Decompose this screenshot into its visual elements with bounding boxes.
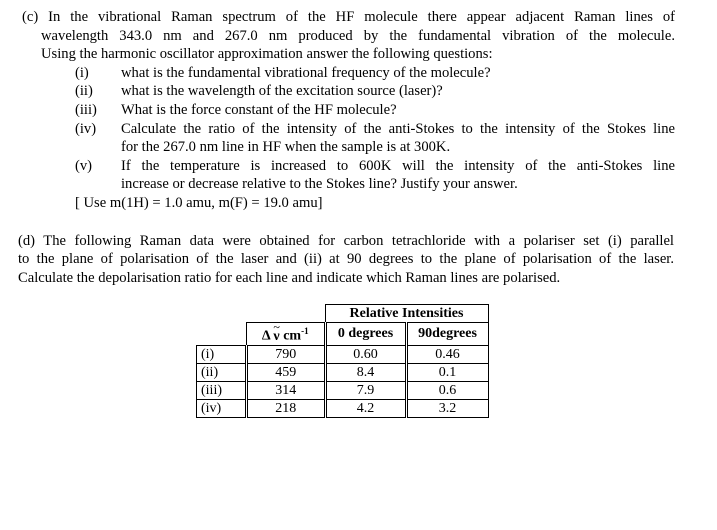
table-group-header-row: [197, 305, 489, 323]
part-c-intro-3: Using the harmonic oscillator approximation answer the following questions:: [41, 46, 493, 62]
nu-tilde-symbol: ~ ν: [273, 329, 279, 344]
part-d-line-1: [18, 233, 674, 250]
shift-value: 459: [247, 363, 326, 381]
zero-degree-value: 0.60: [325, 345, 406, 363]
table-row: [197, 363, 489, 381]
raman-data-table: [196, 304, 489, 418]
row-label: (ii): [197, 363, 247, 381]
zero-degree-value: 4.2: [325, 399, 406, 417]
question-i-text: what is the fundamental vibrational frequency of the molecule?: [121, 65, 491, 81]
use-note: [ Use m(1H) = 1.0 amu, m(F) = 19.0 amu]: [75, 195, 323, 211]
delta-symbol: Δ: [261, 328, 270, 344]
part-d-label: (d): [18, 233, 36, 249]
part-d-text-3: Calculate the depolarisation ratio for each line and indicate which Raman lines are polarised.: [18, 270, 561, 286]
shift-value: 218: [247, 399, 326, 417]
ninety-degree-value: 3.2: [406, 399, 488, 417]
question-iii-text: What is the force constant of the HF molecule?: [121, 102, 397, 118]
part-c-label: (c): [22, 9, 39, 25]
table-row: [197, 381, 489, 399]
table-column-header-row: [197, 323, 489, 346]
shift-value: 314: [247, 381, 326, 399]
question-iv-number: (iv): [75, 121, 97, 137]
part-c-line-1: [22, 9, 675, 26]
part-c-intro-2: wavelength 343.0 nm and 267.0 nm produced by the fundamental vibration of the molecule.: [41, 28, 675, 44]
row-label: (iv): [197, 399, 247, 417]
ninety-degree-value: 0.1: [406, 363, 488, 381]
zero-degree-value: 7.9: [325, 381, 406, 399]
question-iv-text-1: Calculate the ratio of the intensity of the anti-Stokes to the intensity of the Stokes line: [121, 121, 675, 137]
zero-degrees-header: 0 degrees: [325, 323, 406, 346]
ninety-degree-value: 0.46: [406, 345, 488, 363]
question-iii-number: (iii): [75, 102, 97, 118]
ninety-degree-value: 0.6: [406, 381, 488, 399]
ninety-degrees-header: 90degrees: [406, 323, 488, 346]
shift-unit: cm: [283, 328, 302, 344]
shift-value: 790: [247, 345, 326, 363]
zero-degree-value: 8.4: [325, 363, 406, 381]
question-v-text-2: increase or decrease relative to the Stokes line? Justify your answer.: [121, 176, 518, 192]
wavenumber-shift-header: [247, 323, 326, 346]
part-d-text-1: The following Raman data were obtained for carbon tetrachloride with a polariser set (i) parallel: [43, 233, 674, 249]
part-d-text-2: to the plane of polarisation of the laser and (ii) at 90 degrees to the plane of polarisation of the laser.: [18, 251, 674, 267]
table-row: [197, 345, 489, 363]
relative-intensities-header: Relative Intensities: [325, 305, 488, 323]
question-ii-text: what is the wavelength of the excitation source (laser)?: [121, 83, 443, 99]
question-ii-number: (ii): [75, 83, 93, 99]
row-label: (i): [197, 345, 247, 363]
question-i-number: (i): [75, 65, 89, 81]
question-iv-text-2: for the 267.0 nm line in HF when the sample is at 300K.: [121, 139, 451, 155]
question-v-number: (v): [75, 158, 93, 174]
question-v-text-1: If the temperature is increased to 600K will the intensity of the anti-Stokes line: [121, 158, 675, 174]
row-label: (iii): [197, 381, 247, 399]
table-row: [197, 399, 489, 417]
shift-unit-exponent: -1: [301, 326, 309, 336]
part-c-intro-1: In the vibrational Raman spectrum of the HF molecule there appear adjacent Raman lines of: [48, 9, 675, 25]
